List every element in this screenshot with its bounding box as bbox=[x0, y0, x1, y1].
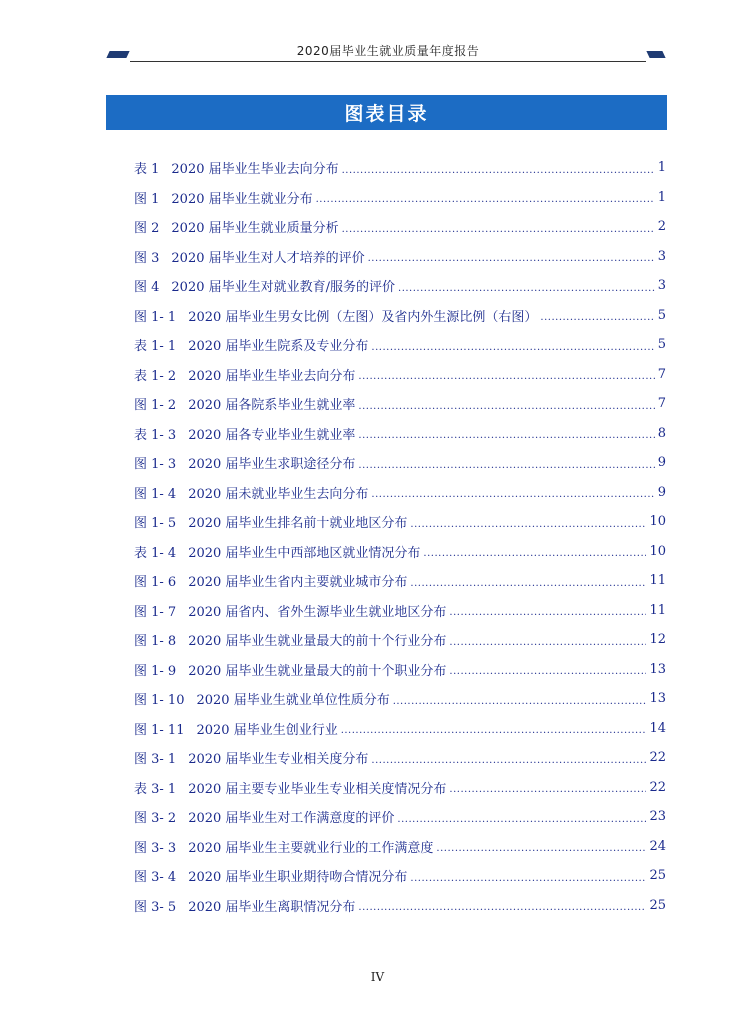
toc-leader-dots bbox=[358, 398, 654, 412]
toc-entry-title: 2020 届毕业生对工作满意度的评价 bbox=[188, 811, 395, 827]
toc-leader-dots bbox=[410, 516, 646, 530]
toc-entry[interactable] bbox=[134, 537, 666, 567]
toc-entry[interactable] bbox=[134, 714, 666, 744]
toc-entry-title: 2020 届毕业生中西部地区就业情况分布 bbox=[188, 545, 421, 561]
toc-leader-dots bbox=[371, 486, 654, 500]
toc-entry[interactable] bbox=[134, 566, 666, 596]
toc-entry-label: 图 1- 11 bbox=[134, 722, 185, 738]
header-left-mark bbox=[106, 51, 129, 58]
toc-leader-dots bbox=[410, 870, 646, 884]
toc-entry-title: 2020 届毕业生就业量最大的前十个职业分布 bbox=[188, 663, 447, 679]
toc-entry[interactable] bbox=[134, 891, 666, 921]
toc-entry[interactable] bbox=[134, 301, 666, 331]
toc-entry[interactable] bbox=[134, 684, 666, 714]
table-of-figures bbox=[134, 153, 666, 920]
toc-entry-title: 2020 届毕业生就业质量分析 bbox=[171, 221, 339, 237]
toc-leader-dots bbox=[436, 840, 646, 854]
toc-entry-label: 图 4 bbox=[134, 280, 160, 296]
toc-entry[interactable] bbox=[134, 183, 666, 213]
toc-entry-page: 7 bbox=[657, 366, 666, 382]
toc-entry-page: 13 bbox=[649, 661, 666, 677]
toc-entry[interactable] bbox=[134, 153, 666, 183]
toc-leader-dots bbox=[449, 604, 646, 618]
toc-leader-dots bbox=[342, 162, 655, 176]
toc-entry-page: 23 bbox=[649, 809, 666, 825]
toc-entry-page: 2 bbox=[657, 219, 666, 235]
toc-entry-title: 2020 届毕业生就业分布 bbox=[171, 191, 313, 207]
toc-entry-title: 2020 届主要专业毕业生专业相关度情况分布 bbox=[188, 781, 447, 797]
toc-entry-page: 25 bbox=[649, 897, 666, 913]
toc-entry[interactable] bbox=[134, 507, 666, 537]
toc-entry[interactable] bbox=[134, 271, 666, 301]
toc-leader-dots bbox=[341, 722, 647, 736]
toc-entry-title: 2020 届毕业生就业单位性质分布 bbox=[196, 693, 390, 709]
toc-leader-dots bbox=[358, 427, 654, 441]
toc-entry[interactable] bbox=[134, 861, 666, 891]
toc-leader-dots bbox=[342, 221, 655, 235]
toc-leader-dots bbox=[316, 191, 655, 205]
toc-entry-label: 图 1 bbox=[134, 191, 160, 207]
toc-entry-page: 9 bbox=[657, 484, 666, 500]
toc-entry-label: 图 1- 9 bbox=[134, 663, 177, 679]
toc-entry-label: 表 1- 1 bbox=[134, 339, 177, 355]
toc-entry-label: 图 2 bbox=[134, 221, 160, 237]
toc-entry-page: 22 bbox=[649, 779, 666, 795]
toc-entry-page: 25 bbox=[649, 868, 666, 884]
toc-leader-dots bbox=[449, 634, 646, 648]
toc-entry-label: 图 3- 2 bbox=[134, 811, 177, 827]
toc-entry-page: 1 bbox=[657, 189, 666, 205]
toc-entry-title: 2020 届毕业生就业量最大的前十个行业分布 bbox=[188, 634, 447, 650]
toc-entry-page: 14 bbox=[649, 720, 666, 736]
toc-entry-title: 2020 届未就业毕业生去向分布 bbox=[188, 486, 369, 502]
toc-leader-dots bbox=[540, 309, 654, 323]
toc-entry-page: 11 bbox=[649, 573, 666, 589]
toc-entry-label: 表 1- 4 bbox=[134, 545, 177, 561]
toc-entry-title: 2020 届毕业生毕业去向分布 bbox=[188, 368, 356, 384]
running-header: 2020届毕业生就业质量年度报告 bbox=[296, 44, 480, 58]
toc-leader-dots bbox=[410, 575, 646, 589]
toc-entry-title: 2020 届毕业生对就业教育/服务的评价 bbox=[171, 280, 396, 296]
toc-entry-title: 2020 届毕业生毕业去向分布 bbox=[171, 162, 339, 178]
toc-leader-dots bbox=[358, 899, 646, 913]
toc-leader-dots bbox=[358, 457, 654, 471]
toc-entry[interactable] bbox=[134, 625, 666, 655]
toc-entry[interactable] bbox=[134, 655, 666, 685]
toc-entry-title: 2020 届毕业生求职途径分布 bbox=[188, 457, 356, 473]
toc-entry-label: 图 1- 1 bbox=[134, 309, 177, 325]
header-right-mark bbox=[646, 51, 665, 58]
toc-entry-title: 2020 届毕业生省内主要就业城市分布 bbox=[188, 575, 408, 591]
toc-leader-dots bbox=[449, 663, 646, 677]
toc-entry-title: 2020 届毕业生主要就业行业的工作满意度 bbox=[188, 840, 434, 856]
toc-entry-label: 图 1- 8 bbox=[134, 634, 177, 650]
toc-entry-label: 图 1- 3 bbox=[134, 457, 177, 473]
toc-entry-title: 2020 届毕业生院系及专业分布 bbox=[188, 339, 369, 355]
toc-entry-label: 图 3 bbox=[134, 250, 160, 266]
section-title: 图表目录 bbox=[344, 103, 429, 125]
toc-entry-label: 图 1- 6 bbox=[134, 575, 177, 591]
toc-entry-label: 表 3- 1 bbox=[134, 781, 177, 797]
toc-entry-page: 3 bbox=[657, 248, 666, 264]
toc-entry[interactable] bbox=[134, 773, 666, 803]
toc-entry[interactable] bbox=[134, 242, 666, 272]
toc-entry-page: 5 bbox=[657, 307, 666, 323]
section-banner bbox=[106, 95, 667, 130]
toc-leader-dots bbox=[393, 693, 647, 707]
toc-entry-title: 2020 届各院系毕业生就业率 bbox=[188, 398, 356, 414]
toc-entry[interactable] bbox=[134, 832, 666, 862]
toc-entry-page: 24 bbox=[649, 838, 666, 854]
toc-entry-page: 13 bbox=[649, 691, 666, 707]
toc-entry-page: 11 bbox=[649, 602, 666, 618]
toc-entry[interactable] bbox=[134, 360, 666, 390]
toc-entry-label: 图 1- 4 bbox=[134, 486, 177, 502]
toc-entry-page: 8 bbox=[657, 425, 666, 441]
toc-leader-dots bbox=[397, 811, 646, 825]
toc-leader-dots bbox=[358, 368, 654, 382]
toc-entry[interactable] bbox=[134, 478, 666, 508]
toc-entry-page: 5 bbox=[657, 337, 666, 353]
toc-entry-label: 表 1 bbox=[134, 162, 160, 178]
toc-entry-title: 2020 届毕业生排名前十就业地区分布 bbox=[188, 516, 408, 532]
toc-leader-dots bbox=[449, 781, 646, 795]
page-number: IV bbox=[370, 970, 385, 984]
toc-entry-label: 图 1- 7 bbox=[134, 604, 177, 620]
toc-entry-label: 图 1- 10 bbox=[134, 693, 185, 709]
toc-entry-label: 图 3- 4 bbox=[134, 870, 177, 886]
toc-entry[interactable] bbox=[134, 212, 666, 242]
toc-leader-dots bbox=[423, 545, 646, 559]
toc-entry-title: 2020 届各专业毕业生就业率 bbox=[188, 427, 356, 443]
toc-entry-page: 9 bbox=[657, 455, 666, 471]
toc-entry-label: 图 1- 2 bbox=[134, 398, 177, 414]
toc-leader-dots bbox=[371, 752, 646, 766]
toc-entry-title: 2020 届毕业生男女比例（左图）及省内外生源比例（右图） bbox=[188, 309, 538, 325]
toc-entry-label: 表 1- 2 bbox=[134, 368, 177, 384]
toc-entry-page: 22 bbox=[649, 750, 666, 766]
toc-entry[interactable] bbox=[134, 743, 666, 773]
toc-entry-title: 2020 届毕业生创业行业 bbox=[196, 722, 338, 738]
toc-entry-title: 2020 届毕业生对人才培养的评价 bbox=[171, 250, 365, 266]
toc-entry-page: 10 bbox=[649, 514, 666, 530]
toc-entry-label: 图 3- 5 bbox=[134, 899, 177, 915]
toc-leader-dots bbox=[371, 339, 654, 353]
toc-entry-label: 表 1- 3 bbox=[134, 427, 177, 443]
toc-entry-label: 图 3- 3 bbox=[134, 840, 177, 856]
toc-entry[interactable] bbox=[134, 389, 666, 419]
toc-entry-title: 2020 届毕业生离职情况分布 bbox=[188, 899, 356, 915]
toc-entry-label: 图 3- 1 bbox=[134, 752, 177, 768]
toc-leader-dots bbox=[398, 280, 655, 294]
toc-entry-label: 图 1- 5 bbox=[134, 516, 177, 532]
toc-entry[interactable] bbox=[134, 596, 666, 626]
toc-entry-page: 7 bbox=[657, 396, 666, 412]
toc-entry-page: 10 bbox=[649, 543, 666, 559]
toc-entry-page: 3 bbox=[657, 278, 666, 294]
toc-leader-dots bbox=[368, 250, 655, 264]
toc-entry[interactable] bbox=[134, 802, 666, 832]
toc-entry[interactable] bbox=[134, 448, 666, 478]
toc-entry-title: 2020 届省内、省外生源毕业生就业地区分布 bbox=[188, 604, 447, 620]
toc-entry-title: 2020 届毕业生职业期待吻合情况分布 bbox=[188, 870, 408, 886]
toc-entry[interactable] bbox=[134, 330, 666, 360]
header-rule bbox=[130, 61, 646, 62]
toc-entry-title: 2020 届毕业生专业相关度分布 bbox=[188, 752, 369, 768]
toc-entry-page: 12 bbox=[649, 632, 666, 648]
toc-entry[interactable] bbox=[134, 419, 666, 449]
toc-entry-page: 1 bbox=[657, 160, 666, 176]
